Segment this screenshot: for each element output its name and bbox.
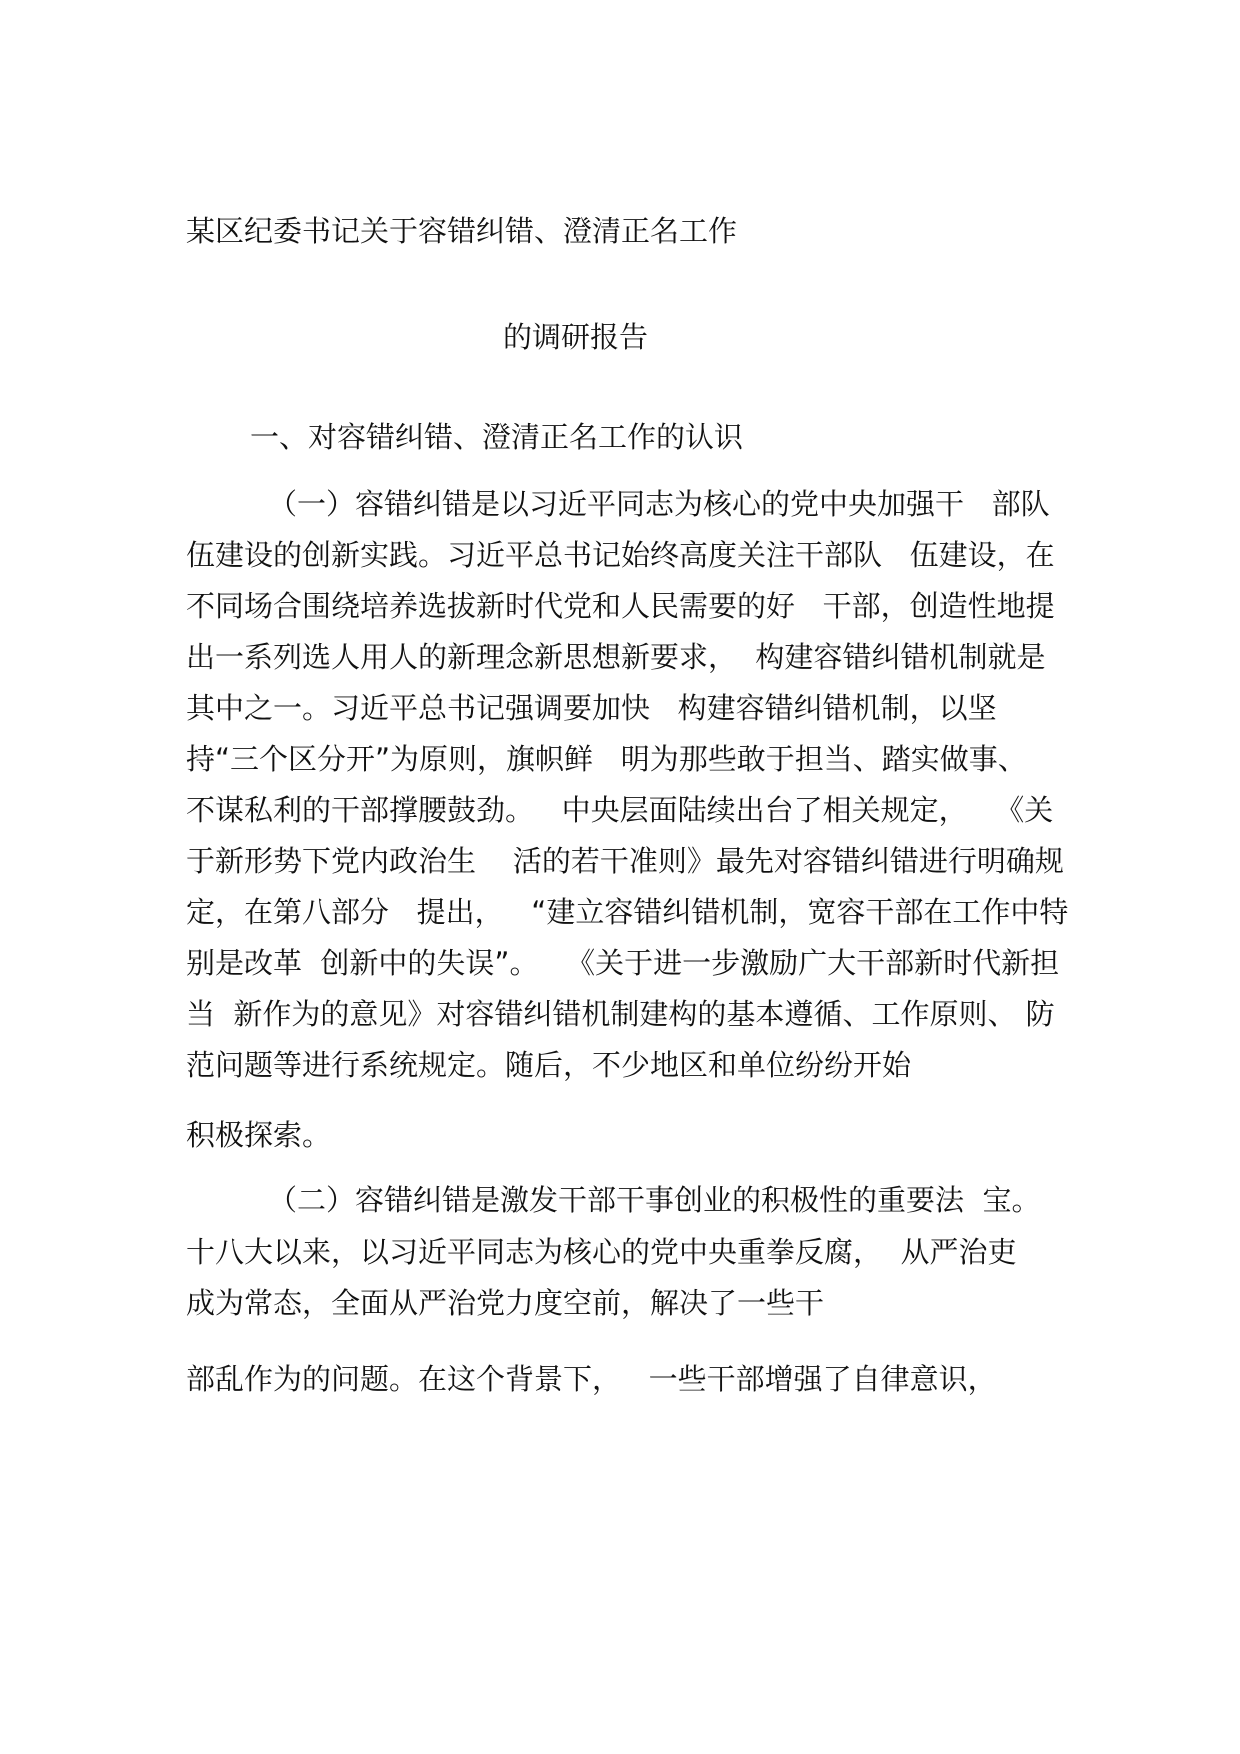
paragraph-2-line-3: 成为常态，全面从严治党力度空前，解决了一些干 xyxy=(186,1286,825,1320)
paragraph-1-line-11: 当 新作为的意见》对容错纠错机制建构的基本遵循、工作原则、 防 xyxy=(186,997,1055,1031)
document-title-line-1: 某区纪委书记关于容错纠错、澄清正名工作 xyxy=(186,214,738,248)
paragraph-1-line-3: 不同场合围绕培养选拔新时代党和人民需要的好 干部，创造性地提 xyxy=(186,589,1055,623)
paragraph-2-last-line: 部乱作为的问题。在这个背景下， 一些干部增强了自律意识， xyxy=(186,1362,997,1396)
document-title-line-2: 的调研报告 xyxy=(503,320,649,354)
paragraph-1-line-12: 范问题等进行系统规定。随后，不少地区和单位纷纷开始 xyxy=(186,1048,912,1082)
paragraph-1-line-8: 于新形势下党内政治生 活的若干准则》最先对容错纠错进行明确规 xyxy=(186,844,1064,878)
paragraph-2-line-1: （二）容错纠错是激发干部干事创业的积极性的重要法 宝。 xyxy=(268,1183,1041,1217)
paragraph-1-line-2: 伍建设的创新实践。习近平总书记始终高度关注干部队 伍建设，在 xyxy=(186,538,1055,572)
paragraph-1-line-6: 持“三个区分开”为原则，旗帜鲜 明为那些敢于担当、踏实做事、 xyxy=(186,742,1027,776)
paragraph-1-line-4: 出一系列选人用人的新理念新思想新要求， 构建容错纠错机制就是 xyxy=(186,640,1046,674)
paragraph-1-line-10: 别是改革 创新中的失误”。 《关于进一步激励广大干部新时代新担 xyxy=(186,946,1060,980)
paragraph-2-line-2: 十八大以来，以习近平同志为核心的党中央重拳反腐， 从严治吏 xyxy=(186,1235,1017,1269)
paragraph-1-last-line: 积极探索。 xyxy=(186,1118,332,1152)
paragraph-1-line-1: （一）容错纠错是以习近平同志为核心的党中央加强干 部队 xyxy=(268,487,1050,521)
paragraph-1-line-7: 不谋私利的干部撑腰鼓劲。 中央层面陆续出台了相关规定， 《关 xyxy=(186,793,1054,827)
paragraph-1-line-9: 定，在第八部分 提出， “建立容错纠错机制，宽容干部在工作中特 xyxy=(186,895,1069,929)
paragraph-1-line-5: 其中之一。习近平总书记强调要加快 构建容错纠错机制，以坚 xyxy=(186,691,997,725)
section-heading-1: 一、对容错纠错、澄清正名工作的认识 xyxy=(250,420,744,454)
